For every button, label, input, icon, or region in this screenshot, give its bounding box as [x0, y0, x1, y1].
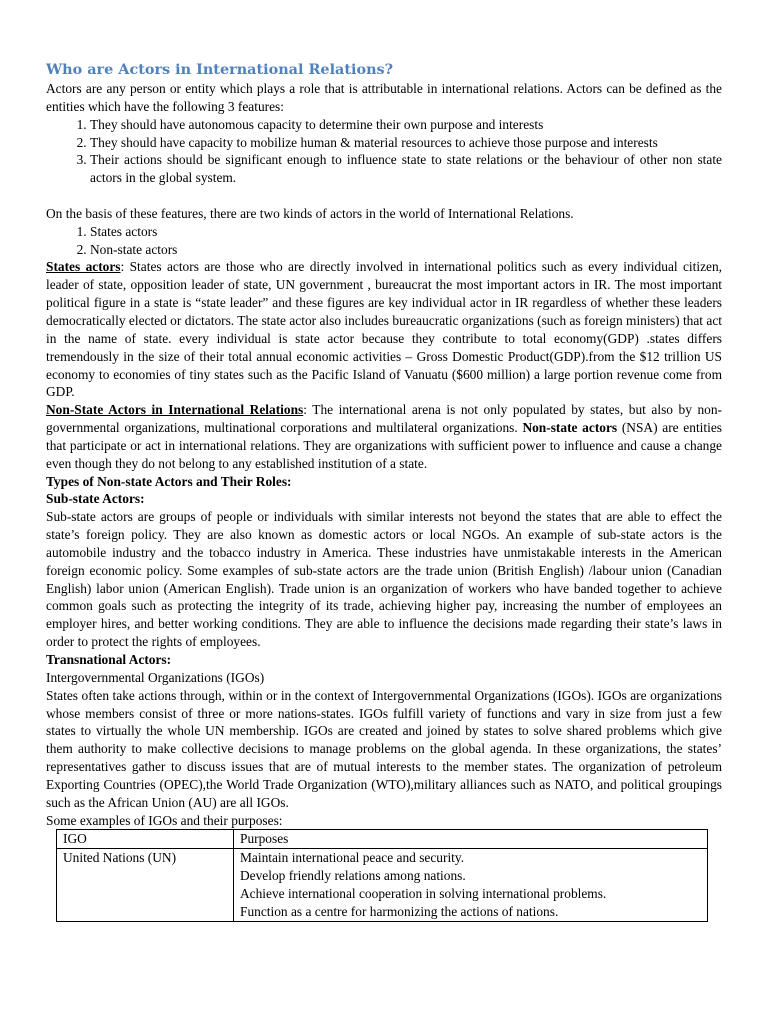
list-item: 3. Their actions should be significant enough to influence state to state relations or the behaviour of other non state actors in the global system. [90, 151, 722, 187]
substate-heading: Sub-state Actors: [46, 491, 145, 507]
substate-paragraph: Sub-state actors are groups of people or individuals with similar interests not beyond the states that are able to effect the state’s foreign policy. They are also known as domestic actors or local NGOs. An example of sub-state actors is the automobile industry and the tobacco industry in America. These industries have unmistakable interests in the American foreign economic policy. Some examples of sub-state actors are the trade union (British English) /labour union (Canadian English) labor union (American English). Trade union is an organization of workers who have banded together to achieve common goals such as protecting the integrity of its trade, achieving higher pay, increasing the number of employees an employer hires, and better working conditions. They are able to influence the decisions made regarding their state’s laws in order to protect the rights of employees. [46, 509, 722, 650]
purpose-line: Achieve international cooperation in solving international problems. [240, 885, 607, 901]
igo-subheading: Intergovernmental Organizations (IGOs) [46, 669, 265, 685]
page-title: Who are Actors in International Relations? [46, 61, 394, 78]
non-state-text-1: : The international arena is not only populated by states, but also by non-governmental organizations, multinational corporations and multilateral organizations. [46, 402, 723, 436]
states-actors-text: : States actors are those who are directly involved in international politics such as every individual citizen, leader of state, opposition leader of state, UN government , bureaucrat the most important actors in IR. The most important political figure in a state is “state leader” and these figures are key individual actor in IR regardless of whether these leaders democratically elected or dictators. The state actor also includes bureaucratic organizations (such as foreign ministers) that act in the name of state. every individual is state actor because they contribute to total economy(GDP) .states differs tremendously in the size of their total annual economic activities – Gross Domestic Product(GDP).from the $12 trillion US economy to economies of tiny states such as the Pacific Island of Vanuatu ($600 million) a large portion revenue come from GDP. [46, 259, 722, 400]
list-item: 1. States actors [90, 223, 722, 241]
igo-table [56, 829, 708, 921]
purpose-line: Maintain international peace and security. [240, 850, 465, 866]
non-state-term: Non-State Actors in International Relations [46, 402, 304, 418]
table-header-row [57, 830, 708, 849]
kinds-list [46, 223, 722, 259]
kinds-intro: On the basis of these features, there are two kinds of actors in the world of International Relations. [46, 205, 574, 221]
table-header-purposes: Purposes [234, 830, 708, 849]
non-state-bold-term: Non-state actors [522, 420, 618, 436]
spacer [46, 187, 722, 205]
table-row [57, 849, 708, 921]
transnational-heading: Transnational Actors: [46, 652, 172, 667]
states-actors-term: States actors [46, 259, 121, 275]
types-heading: Types of Non-state Actors and Their Roles: [46, 473, 292, 489]
purpose-line: Develop friendly relations among nations. [240, 868, 466, 884]
examples-intro: Some examples of IGOs and their purposes: [46, 812, 283, 828]
intro-paragraph: Actors are any person or entity which plays a role that is attributable in international relations. Actors can be defined as the entities which have the following 3 features: [46, 81, 722, 114]
features-list [46, 116, 722, 187]
list-item: 2. Non-state actors [90, 241, 722, 259]
non-state-paragraph [46, 401, 722, 472]
states-actors-paragraph [46, 258, 722, 401]
table-header-igo: IGO [57, 830, 234, 849]
igo-paragraph: States often take actions through, within or in the context of Intergovernmental Organizations (IGOs). IGOs are organizations whose members consist of three or more nations-states. IGOs fulfill variety of functions and vary in size from just a few states to virtually the whole UN membership. IGOs are created and joined by states to solve shared problems which give them authority to make collective decisions to manage problems on the global agenda. In these organizations, the states’ representatives gather to discuss issues that are of mutual interests to the member states. The organization of petroleum Exporting Countries (OPEC),the World Trade Organization (WTO),military alliances such as NATO, and political groupings such as the African Union (AU) are all IGOs. [46, 687, 722, 810]
table-cell-igo: United Nations (UN) [57, 849, 234, 921]
table-cell-purposes [234, 849, 708, 921]
document-page [46, 0, 722, 922]
purpose-line: Function as a centre for harmonizing the actions of nations. [240, 903, 559, 919]
list-item: 2. They should have capacity to mobilize human & material resources to achieve those purpose and interests [90, 134, 722, 152]
non-state-text-2: (NSA) are entities that participate or act in international relations. They are organizations with sufficient power to influence and cause a change even though they do not belong to any established institution of a state. [46, 420, 722, 471]
list-item: 1. They should have autonomous capacity to determine their own purpose and interests [90, 116, 722, 134]
